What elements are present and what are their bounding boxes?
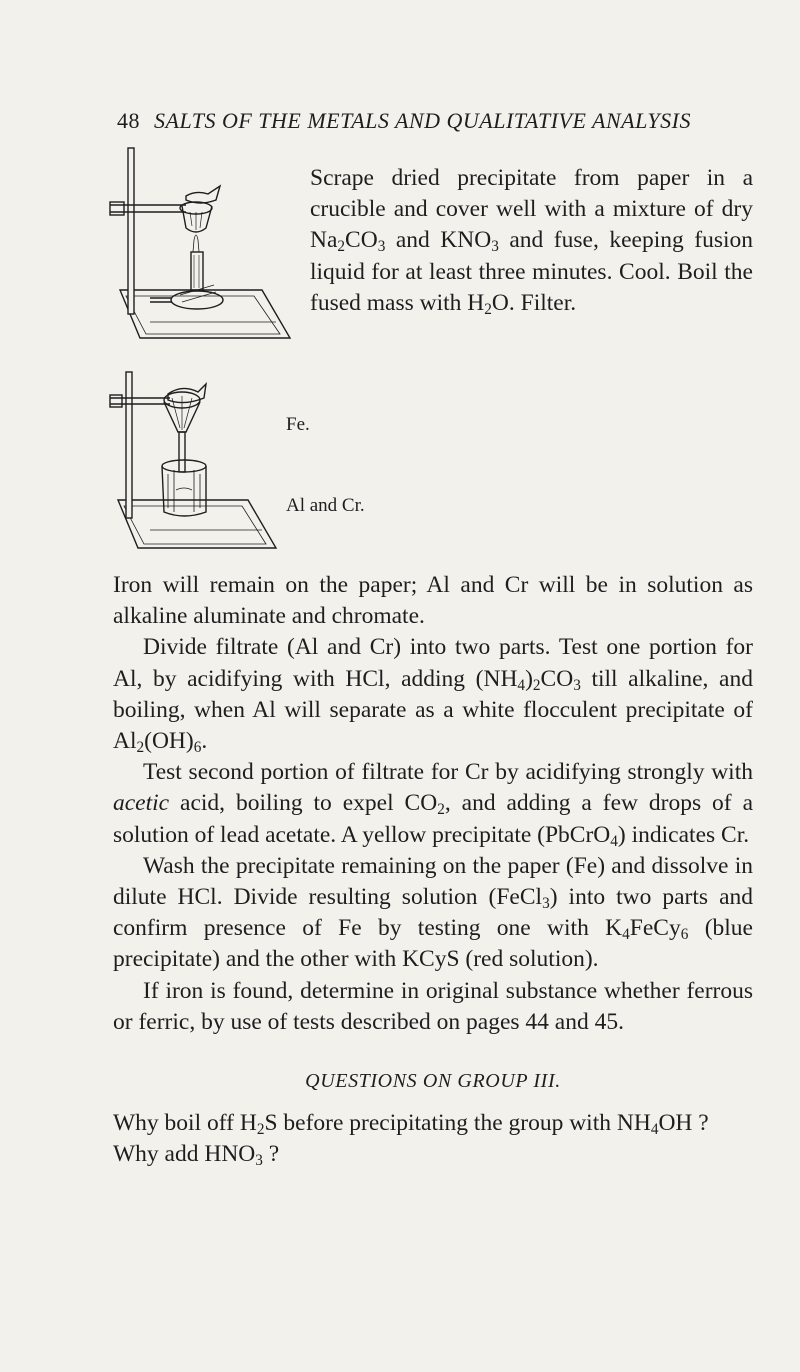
main-text	[113, 570, 753, 1038]
page-number: 48	[117, 108, 140, 133]
subscript: 3	[491, 238, 499, 256]
text-run: and fuse, keeping fusion liquid for at least three minutes. Cool. Boil the fused mass with H	[310, 227, 753, 316]
subscript: 2	[437, 801, 445, 819]
text-run: S before precipitating the group with NH	[264, 1110, 651, 1136]
subscript: 2	[256, 1120, 265, 1138]
questions-heading: QUESTIONS ON GROUP III.	[305, 1070, 561, 1092]
running-title: SALTS OF THE METALS AND QUALITATIVE ANALYSIS	[154, 108, 691, 133]
text-run: CO	[345, 227, 378, 254]
label-al-cr: Al and Cr.	[286, 495, 365, 516]
emphasis: acetic	[113, 790, 170, 817]
subscript: 4	[650, 1120, 659, 1138]
text-run: till alkaline, and boiling, when Al will separate as a white flocculent precipitate of Al	[113, 665, 753, 755]
text-run: Scrape dried precipitate from paper in a crucible and cover well with a mixture of dry Na	[310, 165, 753, 254]
text-run: .	[201, 728, 208, 755]
question-1	[113, 1108, 753, 1139]
text-run: Test second portion of filtrate for Cr by acidifying strongly with	[143, 759, 753, 786]
questions-list	[113, 1108, 753, 1170]
text-run: ) into two parts and confirm presence of Fe by testing one with K	[113, 884, 753, 942]
text-run: )	[525, 665, 533, 692]
ring-stand-funnel-beaker-icon	[110, 372, 276, 548]
subscript: 2	[532, 676, 541, 694]
text-run: FeCy	[629, 915, 681, 942]
subscript: 3	[377, 238, 386, 256]
paragraph-iron-remains: Iron will remain on the paper; Al and Cr will be in solution as alkaline aluminate and chromate.	[113, 572, 753, 630]
label-fe: Fe.	[286, 414, 310, 435]
subscript: 4	[622, 926, 630, 944]
ring-stand-crucible-burner-icon	[110, 148, 290, 338]
subscript: 4	[517, 676, 526, 694]
subscript: 3	[542, 894, 550, 912]
text-run: O. Filter.	[491, 289, 577, 316]
text-run: Wash the precipitate remaining on the paper (Fe) and dissolve in dilute HCl. Divide resulting solution (FeCl	[113, 852, 753, 911]
text-run: , and adding a few drops of a solution of lead acetate. A yellow precipitate (PbCrO	[113, 790, 753, 848]
text-run: acid, boiling to expel CO	[169, 790, 438, 817]
text-run: ?	[262, 1141, 280, 1167]
procedure-fusion-paragraph	[310, 163, 753, 319]
paragraph-divide-filtrate	[113, 632, 753, 757]
subscript: 4	[610, 832, 618, 850]
text-run: ) indicates Cr.	[617, 821, 750, 848]
paragraph-iron-found: If iron is found, determine in original substance whether ferrous or ferric, by use of tests described on pages 44 and 45.	[113, 977, 753, 1035]
paragraph-wash-precipitate	[113, 851, 753, 976]
text-run: Why add HNO	[113, 1141, 256, 1167]
text-run: Divide filtrate (Al and Cr) into two parts. Test one portion for Al, by acidifying with HCl, adding (NH	[113, 634, 753, 692]
paragraph-test-chromium	[113, 757, 753, 851]
subscript: 3	[255, 1151, 263, 1169]
text-run: (OH)	[144, 728, 194, 755]
text-run: OH ?	[658, 1110, 709, 1136]
text-run: and KNO	[385, 227, 492, 254]
subscript: 6	[193, 738, 202, 756]
subscript: 2	[484, 300, 492, 318]
subscript: 6	[680, 926, 689, 944]
text-run: Why boil off H	[113, 1110, 257, 1136]
subscript: 2	[337, 238, 346, 256]
text-run: CO	[540, 665, 574, 692]
subscript: 2	[136, 738, 145, 756]
question-2	[113, 1139, 753, 1170]
text-run: (blue precipitate) and the other with KCyS (red solution).	[113, 915, 753, 973]
subscript: 3	[573, 676, 581, 694]
